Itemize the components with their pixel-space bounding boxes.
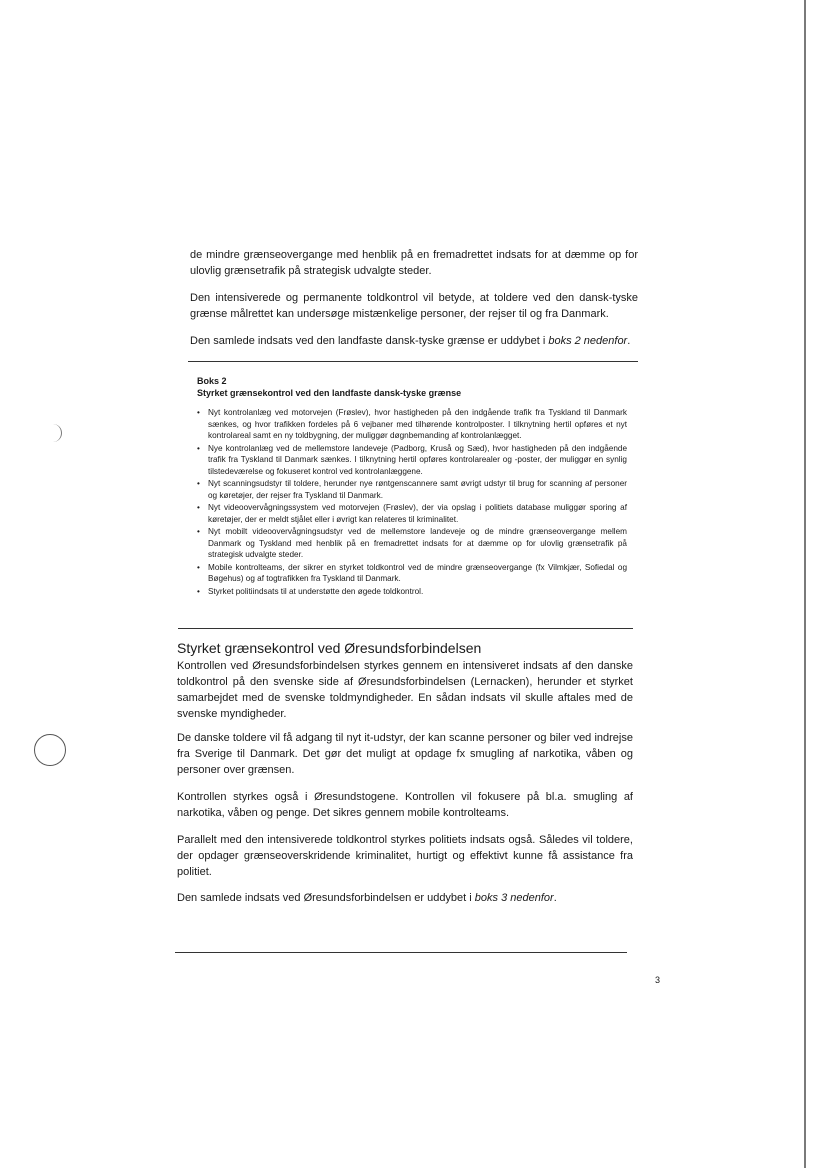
page-number: 3 (655, 975, 661, 985)
box2-list-item: • Styrket politiindsats til at understøtte den øgede toldkontrol. (197, 586, 627, 598)
paragraph-trains: Kontrollen styrkes også i Øresundstogene. Kontrollen vil fokusere på bl.a. smugling af narkotika, våben og penge. Det sikres gennem mobile kontrolteams. (177, 791, 633, 819)
box3-reference-text: Den samlede indsats ved Øresundsforbindelsen er uddybet i (177, 892, 475, 904)
paragraph-toldkontrol: Den intensiverede og permanente toldkontrol vil betyde, at toldere ved den dansk-tyske grænse målrettet kan undersøge mistænkelige personer, der rejser til og fra Danmark. (190, 292, 638, 320)
paragraph-oresund-control: Kontrollen ved Øresundsforbindelsen styrkes gennem en intensiveret indsats af den danske toldkontrol på den svenske side af Øresundsforbindelsen (Lernacken), herunder et styrket samarbejdet med de svenske toldmyndigheder. En sådan indsats vil skulle aftales med de svenske myndigheder. (177, 660, 633, 720)
box2-label: Boks 2 (197, 376, 227, 386)
box3-reference-link: boks 3 nedenfor (474, 892, 554, 904)
punch-hole-circle (34, 734, 66, 766)
box2-top-divider (188, 361, 638, 362)
scan-edge-line (804, 0, 806, 1168)
box2-list-item: • Nyt scanningsudstyr til toldere, herunder nye røntgenscannere samt øvrigt udstyr til brug for scanning af personer og køretøjer, der rejser fra Tyskland til Danmark. (197, 478, 627, 501)
box2-list-item: • Nyt kontrolanlæg ved motorvejen (Frøslev), hvor hastigheden på den indgående trafik fra Tyskland til Danmark sænkes, og hvor trafikken fordeles på 6 vejbaner med tilhørende kontrolposter. I tilknytning hertil opføres et nyt kontrolareal samt en ny toldbygning, der muliggør døgnbemanding af kontrolanlægget. (197, 407, 627, 442)
box2-reference-end: . (627, 335, 631, 347)
paragraph-box3-reference (177, 890, 633, 906)
box2-list-item: • Nyt videoovervågningssystem ved motorvejen (Frøslev), der via opslag i politiets database muliggør sporing af køretøjer, der er meldt stjålet eller i øvrigt kan relateres til kriminalitet. (197, 502, 627, 525)
box3-reference-end: . (553, 892, 557, 904)
box2-list-item: • Mobile kontrolteams, der sikrer en styrket toldkontrol ved de mindre grænseovergange (fx Vilmkjær, Sofiedal og Bøgehus) og af togtrafikken fra Tyskland til Danmark. (197, 562, 627, 585)
paragraph-box2-reference (190, 333, 638, 349)
box2-list-item: • Nye kontrolanlæg ved de mellemstore landeveje (Padborg, Kruså og Sæd), hvor hastigheden på den indgående trafik fra Tyskland til Danmark sænkes. I tilknytning hertil opføres kontrolarealer og -poster, der muliggør en synlig tilstedeværelse og fokuseret kontrol ved kontrolanlæggene. (197, 443, 627, 478)
section-heading-oresund: Styrket grænsekontrol ved Øresundsforbindelsen (177, 640, 482, 656)
paragraph-it-equipment: De danske toldere vil få adgang til nyt it-udstyr, der kan scanne personer og biler ved indrejse fra Sverige til Danmark. Det gør det muligt at opdage fx smugling af narkotika, våben og personer over grænsen. (177, 732, 633, 776)
paragraph-intro: de mindre grænseovergange med henblik på en fremadrettet indsats for at dæmme op for ulovlig grænsetrafik på strategisk udvalgte steder. (190, 249, 638, 277)
box-2 (197, 375, 627, 598)
box2-reference-text: Den samlede indsats ved den landfaste dansk-tyske grænse er uddybet i (190, 335, 549, 347)
box2-title: Styrket grænsekontrol ved den landfaste dansk-tyske grænse (197, 388, 462, 398)
paragraph-police: Parallelt med den intensiverede toldkontrol styrkes politiets indsats også. Således vil toldere, der opdager grænseoverskridende kriminalitet, hurtigt og effektivt kunne få assistance fra politiet. (177, 834, 633, 878)
box2-list (197, 407, 627, 597)
box2-list-item: • Nyt mobilt videoovervågningsudstyr ved de mellemstore landeveje og de mindre grænseovergange mellem Danmark og Tyskland med henblik på en fremadrettet indsats for at dæmme op for ulovlig grænsetrafik på strategisk udvalgte steder. (197, 526, 627, 561)
margin-mark (52, 424, 62, 442)
bottom-divider (175, 952, 627, 953)
box2-reference-link: boks 2 nedenfor (548, 335, 628, 347)
box2-bottom-divider (178, 628, 633, 629)
